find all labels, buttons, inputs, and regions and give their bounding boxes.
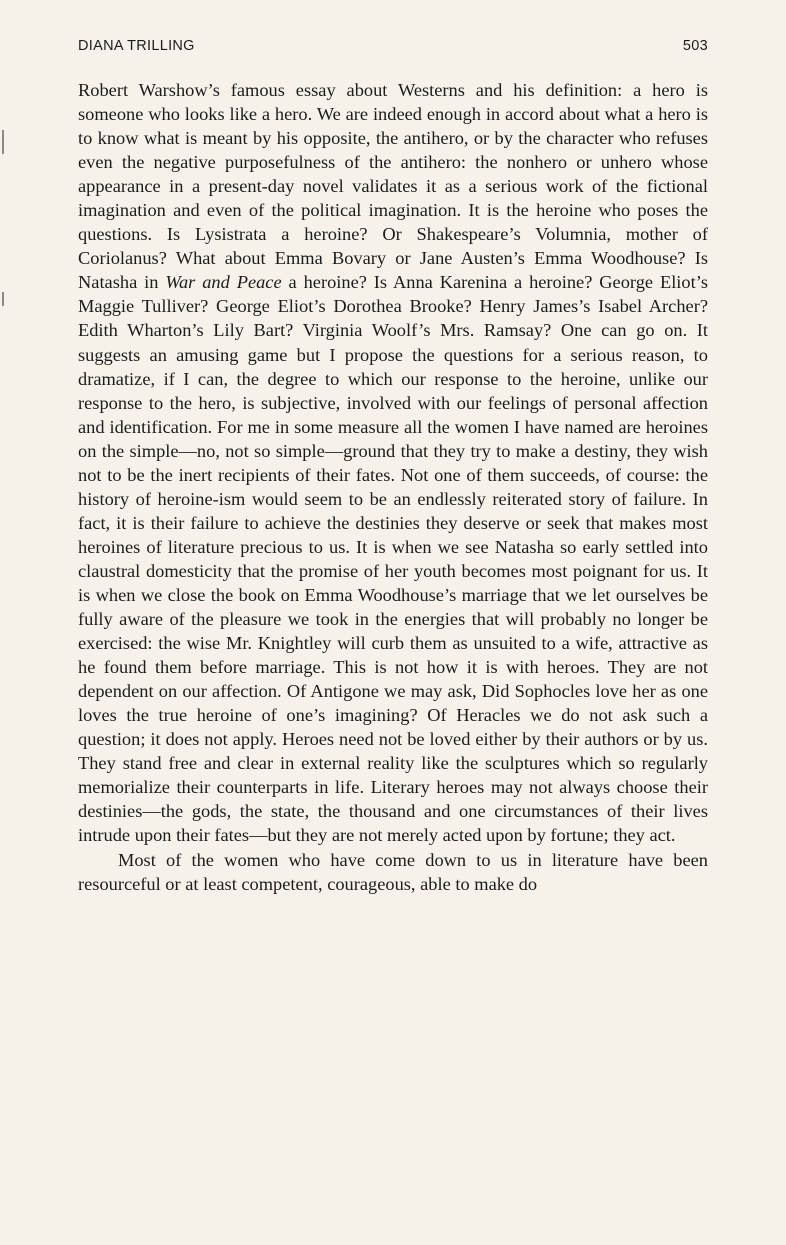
page-edge-mark [2, 130, 4, 154]
page-edge-mark [2, 292, 4, 306]
running-head [78, 38, 708, 54]
paragraph [78, 78, 708, 848]
paragraph-text: a heroine? Is Anna Karenina a heroine? George Eliot’s Maggie Tulliver? George Eliot’s Dorothea Brooke? Henry James’s Isabel Archer? Edith Wharton’s Lily Bart? Virginia Woolf’s Mrs. Ramsay? One can go on. It suggests an amusing game but I propose the questions for a serious reason, to dramatize, if I can, the degree to which our response to the heroine, unlike our response to the hero, is subjective, involved with our feelings of personal affection and identification. For me in some measure all the women I have named are heroines on the simple—no, not so simple—ground that they try to make a destiny, they wish not to be the inert recipients of their fates. Not one of them succeeds, of course: the history of heroine-ism would seem to be an endlessly reiterated story of failure. In fact, it is their failure to achieve the destinies they deserve or seek that makes most heroines of literature precious to us. It is when we see Natasha so early settled into claustral domesticity that the promise of her youth becomes most poignant for us. It is when we close the book on Emma Woodhouse’s marriage that we let ourselves be fully aware of the pleasure we took in the energies that will probably no longer be exercised: the wise Mr. Knightley will curb them as unsuited to a wife, attractive as he found them before marriage. This is not how it is with heroes. They are not dependent on our affection. Of Antigone we may ask, Did Sophocles love her as one loves the true heroine of one’s imagining? Of Heracles we do not ask such a question; it does not apply. Heroes need not be loved either by their authors or by us. They stand free and clear in external reality like the sculptures which so regularly memorialize their counterparts in life. Literary heroes may not always choose their destinies—the gods, the state, the thousand and one circumstances of their lives intrude upon their fates—but they are not merely acted upon by fortune; they act. [78, 272, 708, 846]
running-head-author: DIANA TRILLING [78, 38, 195, 54]
page-number: 503 [682, 38, 708, 54]
paragraph [78, 848, 708, 896]
body-text [78, 78, 708, 896]
paragraph-text: Most of the women who have come down to us in literature have been resourceful or at least competent, courageous, able to make do [78, 849, 708, 894]
paragraph-text: Robert Warshow’s famous essay about Westerns and his definition: a hero is someone who looks like a hero. We are indeed enough in accord about what a hero is to know what is meant by his opposite, the antihero, or by the character who refuses even the negative purposefulness of the antihero: the nonhero or unhero whose appearance in a present-day novel validates it as a serious work of the fictional imagination and even of the political imagination. It is the heroine who poses the questions. Is Lysistrata a heroine? Or Shakespeare’s Volumnia, mother of Coriolanus? What about Emma Bovary or Jane Austen’s Emma Woodhouse? Is Natasha in [78, 80, 708, 293]
italic-title: War and Peace [165, 272, 282, 293]
